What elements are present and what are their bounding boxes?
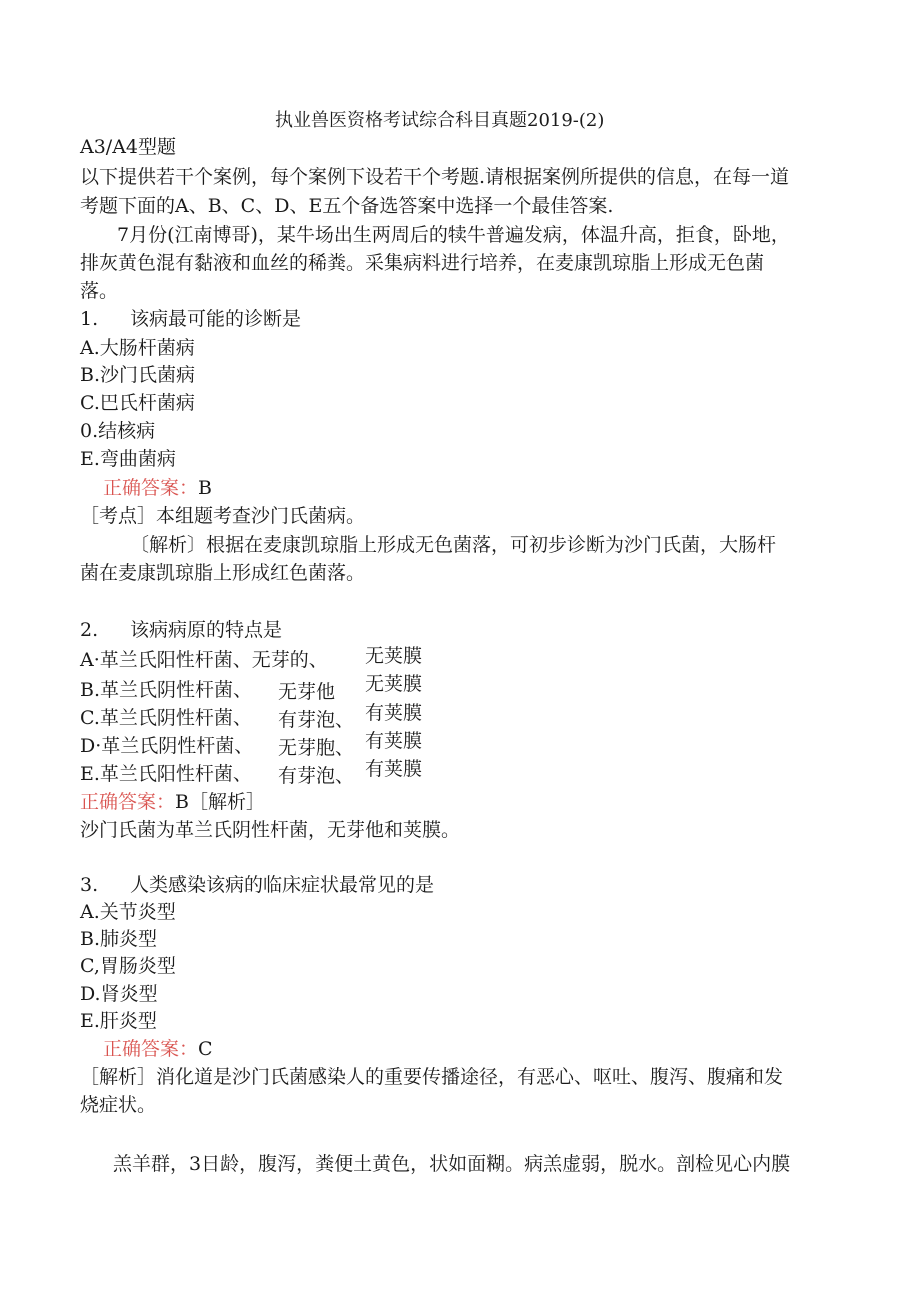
q2-option-d-spore: 无芽胞、: [278, 737, 355, 759]
q3-analysis-line-2: 烧症状。: [80, 1094, 157, 1116]
q3-stem: 人类感染该病的临床症状最常见的是: [130, 874, 435, 896]
q3-option-b: B.肺炎型: [80, 928, 158, 950]
q3-answer-value: C: [198, 1038, 213, 1060]
q3-answer-label: 正确答案：: [103, 1038, 199, 1060]
doc-title: 执业兽医资格考试综合科目真题2019-(2): [275, 110, 605, 131]
q2-option-d-capsule: 有荚膜: [365, 730, 423, 752]
q1-point: ［考点］本组题考查沙门氏菌病。: [80, 505, 366, 527]
q1-option-d: 0.结核病: [80, 420, 156, 442]
q2-option-a-main: A·革兰氏阳性杆菌、无芽的、: [80, 649, 328, 671]
q2-option-b-spore: 无芽他: [278, 681, 336, 703]
q3-option-a: A.关节炎型: [80, 901, 176, 923]
q2-option-a-capsule: 无荚膜: [365, 645, 423, 667]
q2-option-c-main: C.革兰氏阴性杆菌、: [80, 707, 252, 729]
q2-answer: [80, 789, 265, 815]
case1-line-2: 排灰黄色混有黏液和血丝的稀粪。采集病料进行培养，在麦康凯琼脂上形成无色菌: [80, 252, 765, 274]
q2-option-c-spore: 有芽泡、: [278, 709, 355, 731]
q2-answer-label: 正确答案：: [80, 791, 176, 813]
instructions-line-1: 以下提供若干个案例，每个案例下设若干个考题.请根据案例所提供的信息，在每一道: [80, 166, 790, 188]
case2-line-1: 羔羊群，3日龄，腹泻，粪便土黄色，状如面糊。病羔虚弱，脱水。剖检见心内膜: [113, 1153, 791, 1175]
q2-answer-value: B［解析］: [175, 791, 265, 813]
q3-option-d: D.肾炎型: [80, 983, 158, 1005]
q2-option-c-capsule: 有荚膜: [365, 702, 423, 724]
q2-option-b-capsule: 无荚膜: [365, 673, 423, 695]
q1-option-b: B.沙门氏菌病: [80, 364, 196, 386]
q3-answer: [103, 1036, 213, 1062]
section-type: A3/A4型题: [80, 136, 177, 158]
q1-answer: [103, 475, 212, 501]
q1-option-e: E.弯曲菌病: [80, 448, 176, 470]
case1-line-3: 落。: [80, 280, 119, 302]
instructions-line-2: 考题下面的A、B、C、D、E五个备选答案中选择一个最佳答案.: [80, 195, 614, 217]
q2-option-e-capsule: 有荚膜: [365, 758, 423, 780]
q3-option-e: E.肝炎型: [80, 1010, 157, 1032]
q3-option-c: C,胃肠炎型: [80, 955, 176, 977]
q2-number: 2.: [80, 619, 99, 641]
q2-option-e-spore: 有芽泡、: [278, 765, 355, 787]
q3-analysis-line-1: ［解析］消化道是沙门氏菌感染人的重要传播途径，有恶心、呕吐、腹泻、腹痛和发: [80, 1066, 784, 1088]
q1-analysis-line-1: 〔解析〕根据在麦康凯琼脂上形成无色菌落，可初步诊断为沙门氏菌，大肠杆: [130, 534, 777, 556]
q1-option-c: C.巴氏杆菌病: [80, 392, 195, 414]
q1-option-a: A.大肠杆菌病: [80, 337, 195, 359]
q2-analysis: 沙门氏菌为革兰氏阴性杆菌，无芽他和荚膜。: [80, 819, 461, 841]
q1-answer-label: 正确答案：: [103, 477, 199, 499]
q2-option-d-main: D·革兰氏阴性杆菌、: [80, 735, 254, 757]
q2-option-e-main: E.革兰氏阳性杆菌、: [80, 763, 252, 785]
q1-stem: 该病最可能的诊断是: [130, 308, 302, 330]
case1-line-1: 7月份(江南博哥)，某牛场出生两周后的犊牛普遍发病，体温升高，拒食，卧地，: [117, 224, 790, 246]
q3-number: 3.: [80, 874, 99, 896]
q2-option-b-main: B.革兰氏阴性杆菌、: [80, 679, 253, 701]
q2-stem: 该病病原的特点是: [130, 619, 283, 641]
q1-number: 1.: [80, 308, 99, 330]
q1-answer-value: B: [198, 477, 212, 499]
q1-analysis-line-2: 菌在麦康凯琼脂上形成红色菌落。: [80, 562, 366, 584]
